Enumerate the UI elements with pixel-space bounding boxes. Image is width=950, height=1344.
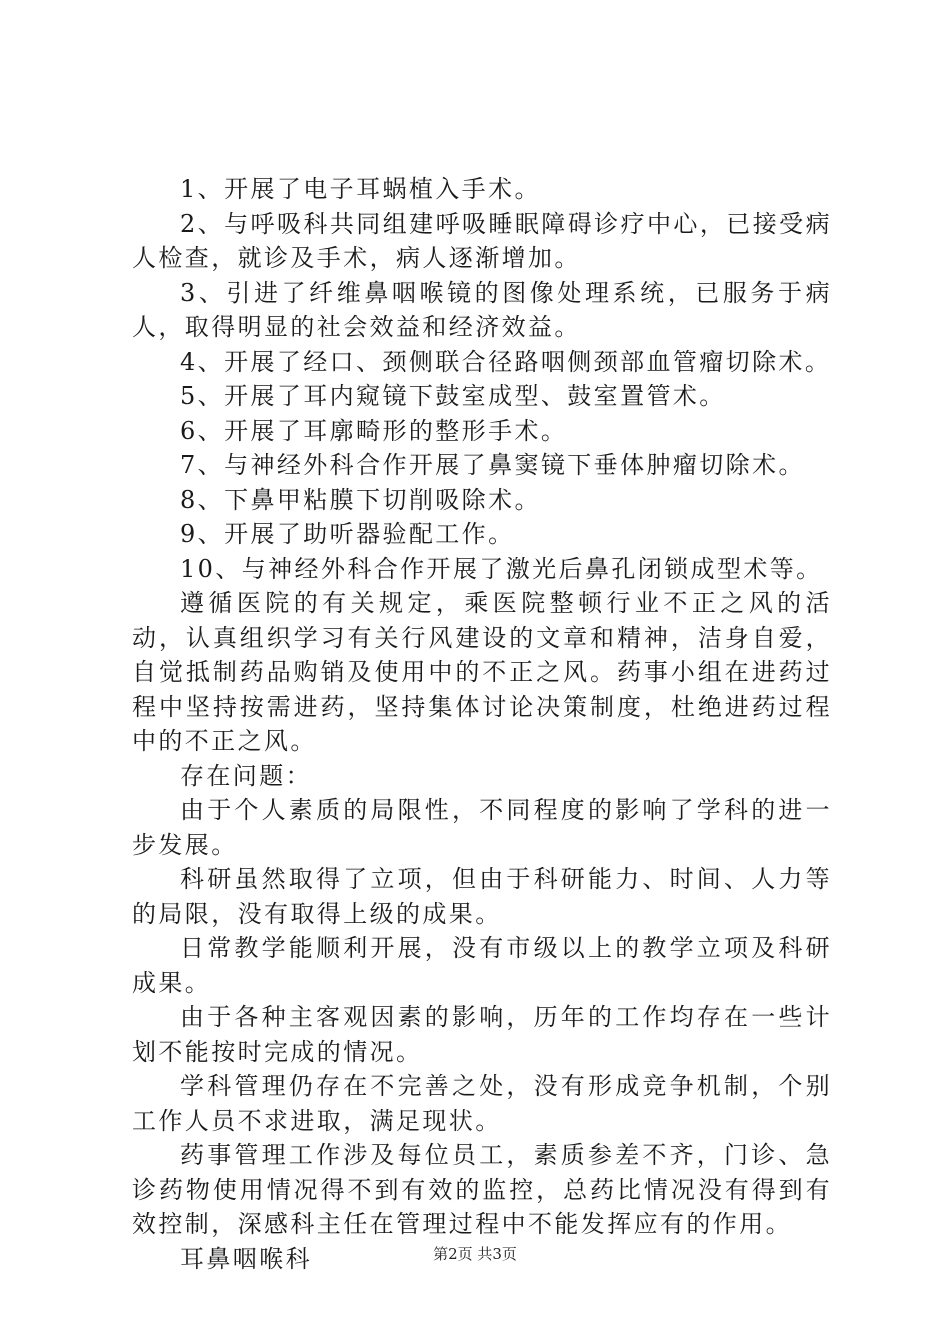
paragraph-item-6: 6、开展了耳廓畸形的整形手术。 (180, 416, 568, 445)
issue-paragraph-6: 药事管理工作涉及每位员工，素质参差不齐，门诊、急诊药物使用情况得不到有效的监控，总药比情况没有得到有效控制，深感科主任在管理过程中不能发挥应有的作用。 (132, 1141, 832, 1238)
paragraph-item-10: 10、与神经外科合作开展了激光后鼻孔闭锁成型术等。 (180, 554, 823, 583)
issue-paragraph-2: 科研虽然取得了立项，但由于科研能力、时间、人力等的局限，没有取得上级的成果。 (132, 865, 832, 928)
paragraph-item-2: 2、与呼吸科共同组建呼吸睡眠障碍诊疗中心，已接受病人检查，就诊及手术，病人逐渐增加。 (132, 209, 832, 272)
issue-paragraph-4: 由于各种主客观因素的影响，历年的工作均存在一些计划不能按时完成的情况。 (132, 1003, 832, 1066)
issue-paragraph-5: 学科管理仍存在不完善之处，没有形成竞争机制，个别工作人员不求进取，满足现状。 (132, 1072, 832, 1135)
paragraph-item-8: 8、下鼻甲粘膜下切削吸除术。 (180, 485, 541, 514)
paragraph-item-7: 7、与神经外科合作开展了鼻窦镜下垂体肿瘤切除术。 (180, 451, 805, 479)
paragraph-item-1: 1、开展了电子耳蜗植入手术。 (180, 175, 541, 203)
paragraph-item-9: 9、开展了助听器验配工作。 (180, 520, 515, 548)
paragraph-conduct: 遵循医院的有关规定，乘医院整顿行业不正之风的活动，认真组织学习有关行风建设的文章和精神，洁身自爱，自觉抵制药品购销及使用中的不正之风。药事小组在进药过程中坚持按需进药，坚持集体讨论决策制度，杜绝进药过程中的不正之风。 (132, 589, 832, 755)
section-heading-issues: 存在问题： (180, 761, 312, 790)
paragraph-item-5: 5、开展了耳内窥镜下鼓室成型、鼓室置管术。 (180, 382, 726, 410)
document-body (132, 172, 832, 1276)
department-signature: 耳鼻咽喉科 (180, 1244, 312, 1273)
page-footer: 第2页 共3页 (433, 1245, 517, 1263)
paragraph-item-4: 4、开展了经口、颈侧联合径路咽侧颈部血管瘤切除术。 (180, 347, 832, 376)
issue-paragraph-3: 日常教学能顺利开展，没有市级以上的教学立项及科研成果。 (132, 934, 832, 997)
paragraph-item-3: 3、引进了纤维鼻咽喉镜的图像处理系统，已服务于病人，取得明显的社会效益和经济效益。 (132, 278, 832, 341)
issue-paragraph-1: 由于个人素质的局限性，不同程度的影响了学科的进一步发展。 (132, 796, 832, 859)
